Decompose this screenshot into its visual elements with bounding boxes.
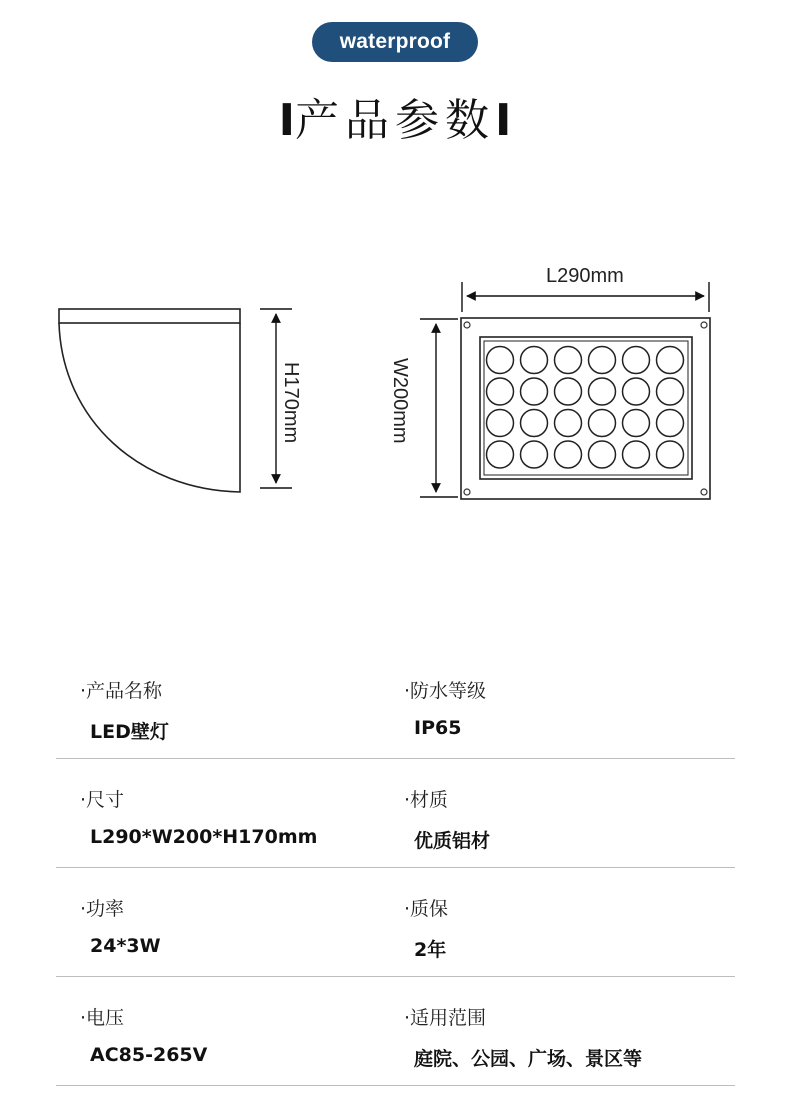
front-view-frame (461, 318, 710, 499)
spec-item-right (404, 676, 486, 739)
title-bar-right: I (495, 95, 512, 146)
spec-item-left (80, 676, 169, 744)
mounting-screws (464, 322, 707, 495)
spec-label: ·材质 (404, 789, 449, 811)
spec-value: L290*W200*H170mm (90, 826, 318, 848)
screw-icon (464, 322, 470, 328)
led-array (487, 347, 684, 469)
spec-value: 2年 (414, 939, 447, 961)
spec-item-left (80, 894, 161, 957)
spec-label: ·产品名称 (80, 680, 163, 702)
led-bead-icon (623, 410, 650, 437)
side-view (59, 309, 240, 492)
led-bead-icon (521, 347, 548, 374)
spec-label: ·适用范围 (404, 1007, 487, 1029)
led-bead-icon (555, 378, 582, 405)
spec-label: ·电压 (80, 1007, 125, 1029)
led-bead-icon (657, 378, 684, 405)
screw-icon (464, 489, 470, 495)
width-dimension (420, 319, 458, 497)
led-bead-icon (555, 441, 582, 468)
led-bead-icon (521, 441, 548, 468)
waterproof-badge: waterproof (312, 22, 478, 62)
spec-row (56, 777, 735, 868)
led-bead-icon (657, 347, 684, 374)
height-label: H170mm (280, 362, 302, 444)
spec-row (56, 886, 735, 977)
led-bead-icon (589, 347, 616, 374)
spec-item-left (80, 785, 317, 848)
spec-value: AC85-265V (90, 1044, 208, 1066)
length-label: L290mm (546, 265, 624, 287)
spec-row (56, 995, 735, 1086)
spec-item-right (404, 1003, 642, 1071)
led-bead-icon (589, 378, 616, 405)
led-bead-icon (657, 441, 684, 468)
led-bead-icon (521, 378, 548, 405)
spec-item-left (80, 1003, 207, 1066)
spec-value: 优质铝材 (414, 830, 491, 852)
led-bead-icon (623, 347, 650, 374)
side-view-top-plate (59, 309, 240, 323)
spec-label: ·功率 (80, 898, 125, 920)
spec-value: 24*3W (90, 935, 161, 957)
title-bar-left: I (278, 95, 295, 146)
side-view-curved-body (59, 323, 240, 492)
spec-value: LED壁灯 (90, 721, 169, 743)
led-bead-icon (589, 441, 616, 468)
led-bead-icon (521, 410, 548, 437)
front-view (461, 318, 710, 499)
spec-item-right (404, 785, 490, 853)
led-bead-icon (623, 441, 650, 468)
width-label: W200mm (389, 358, 411, 444)
spec-label: ·质保 (404, 898, 449, 920)
title-text: 产品参数 (295, 95, 495, 146)
spec-row (56, 668, 735, 759)
led-bead-icon (487, 347, 514, 374)
screw-icon (701, 489, 707, 495)
led-bead-icon (657, 410, 684, 437)
spec-label: ·尺寸 (80, 789, 125, 811)
led-bead-icon (555, 410, 582, 437)
spec-item-right (404, 894, 448, 962)
front-view-inner-panel (480, 337, 692, 479)
led-bead-icon (487, 410, 514, 437)
led-bead-icon (555, 347, 582, 374)
spec-label: ·防水等级 (404, 680, 487, 702)
led-bead-icon (487, 378, 514, 405)
led-bead-icon (589, 410, 616, 437)
spec-value: IP65 (414, 717, 462, 739)
led-bead-icon (623, 378, 650, 405)
screw-icon (701, 322, 707, 328)
spec-value: 庭院、公园、广场、景区等 (414, 1048, 643, 1070)
led-bead-icon (487, 441, 514, 468)
front-view-inner-border (484, 341, 688, 475)
